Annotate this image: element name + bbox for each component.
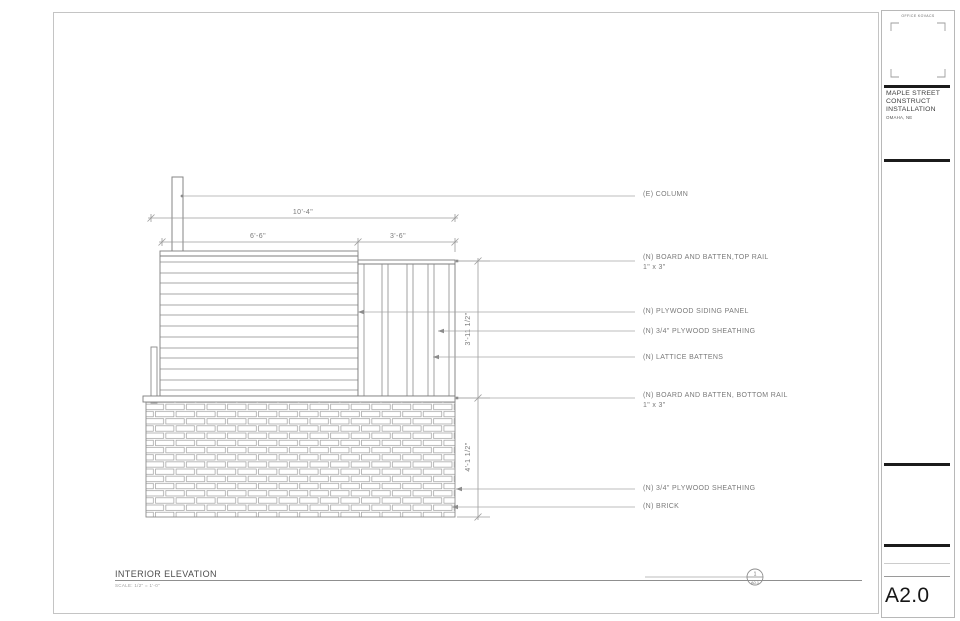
annotation-label: (N) PLYWOOD SIDING PANEL: [643, 308, 749, 315]
dimension-panel-widths: [159, 238, 459, 252]
titleblock-divider: [884, 544, 950, 547]
annotation-label: (N) BOARD AND BATTEN, BOTTOM RAIL: [643, 392, 788, 399]
bottom-rail: [143, 396, 455, 402]
annotation-label: (N) BOARD AND BATTEN,TOP RAIL: [643, 254, 769, 261]
project-name-line: MAPLE STREET: [886, 90, 941, 97]
detail-marker-number: 1: [753, 571, 757, 578]
titleblock-divider: [884, 85, 950, 88]
view-title: INTERIOR ELEVATION: [115, 569, 217, 579]
project-name: [886, 90, 940, 122]
office-label: OFFICE KOVACS: [901, 14, 935, 18]
titleblock-divider: [884, 576, 950, 577]
annotation-siding-panel: [643, 308, 749, 316]
annotation-label: (N) LATTICE BATTENS: [643, 354, 724, 361]
project-name-line: INSTALLATION: [886, 105, 936, 113]
dim-right-panel-width-label: 3'-6": [390, 233, 406, 240]
annotation-label: (E) COLUMN: [643, 191, 689, 198]
titleblock-divider: [884, 463, 950, 466]
detail-marker-sheet: A0.1: [750, 580, 760, 585]
dimension-heights: [457, 258, 490, 521]
annotation-bottom-rail: [643, 392, 788, 410]
titleblock-divider: [884, 159, 950, 162]
annotation-label: (N) BRICK: [643, 503, 680, 510]
left-trim-post: [151, 347, 157, 403]
annotation-sheathing-upper: [643, 328, 755, 336]
titleblock-divider: [884, 563, 950, 564]
project-location: OMAHA, NE: [886, 115, 913, 121]
title-block: [881, 10, 955, 618]
dim-overall-width-label: 10'-4": [292, 209, 314, 216]
view-title-rule: [115, 580, 862, 581]
dim-base-height-label: 4'-1 1/2": [465, 442, 472, 472]
annotation-lattice-battens: [643, 354, 723, 362]
annotation-sub: 1" x 3": [643, 264, 666, 271]
board-and-batten-panel: [358, 260, 455, 396]
dim-left-panel-width-label: 6'-6": [250, 233, 266, 240]
existing-column: [172, 177, 183, 252]
annotation-sheathing-lower: [643, 485, 755, 493]
annotation-brick: [643, 503, 679, 511]
view-scale-label: SCALE: 1/2" = 1'-0": [115, 583, 160, 588]
annotation-sub: 1" x 3": [643, 402, 666, 409]
project-name-line: CONSTRUCT: [886, 97, 931, 105]
annotation-label: (N) 3/4" PLYWOOD SHEATHING: [643, 328, 756, 335]
annotation-top-rail: [643, 254, 769, 272]
sheet-number: A2.0: [885, 584, 930, 607]
detail-marker: [645, 569, 763, 585]
logo-placeholder-icon: [890, 22, 946, 78]
annotation-label: (N) 3/4" PLYWOOD SHEATHING: [643, 485, 756, 492]
brick-base: [146, 402, 455, 517]
dim-panel-height-label: 3'-11 1/2": [465, 312, 472, 346]
annotation-column: [643, 191, 688, 199]
siding-panel: [160, 251, 358, 396]
